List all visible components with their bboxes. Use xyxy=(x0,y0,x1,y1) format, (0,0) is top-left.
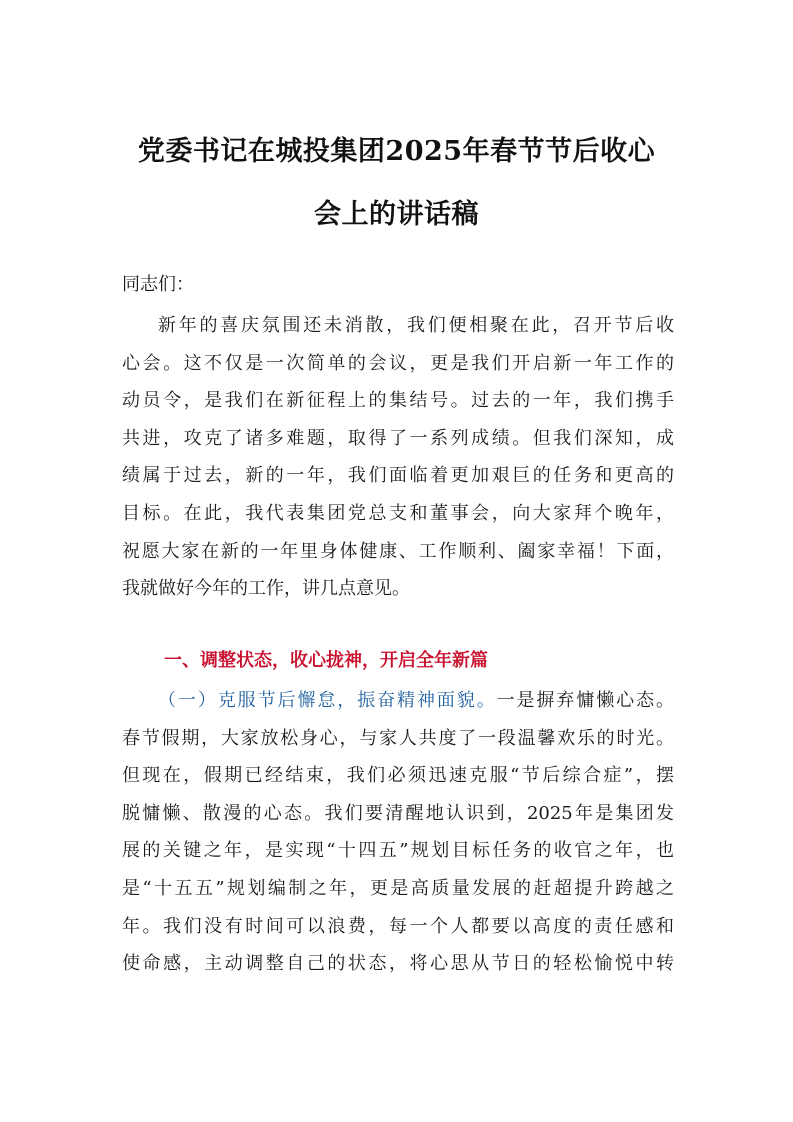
subsection-first-text: 一是摒弃慵懒心态。 xyxy=(496,690,674,711)
document-title-line-2: 会上的讲话稿 xyxy=(314,199,479,230)
intro-line: 心会。这不仅是一次简单的会议，更是我们开启新一年工作的 xyxy=(122,352,674,374)
subsection-heading: （一）克服节后懈怠，振奋精神面貌。 xyxy=(158,690,497,711)
intro-line: 目标。在此，我代表集团党总支和董事会，向大家拜个晚年， xyxy=(122,502,674,524)
intro-line: 祝愿大家在新的一年里身体健康、工作顺利、阖家幸福！下面， xyxy=(122,540,674,562)
intro-line: 动员令，是我们在新征程上的集结号。过去的一年，我们携手 xyxy=(122,390,674,412)
intro-line: 新年的喜庆氛围还未消散，我们便相聚在此，召开节后收 xyxy=(158,315,674,336)
salutation: 同志们： xyxy=(122,274,194,295)
body-line: 展的关键之年，是实现“十四五”规划目标任务的收官之年，也 xyxy=(122,840,674,862)
subsection-paragraph xyxy=(122,682,674,983)
intro-line: 我就做好今年的工作，讲几点意见。 xyxy=(122,578,410,600)
body-line: 但现在，假期已经结束，我们必须迅速克服“节后综合症”，摆 xyxy=(122,765,674,787)
body-line: 脱慵懒、散漫的心态。我们要清醒地认识到，2025年是集团发 xyxy=(122,802,674,824)
section-heading: 一、调整状态，收心拢神，开启全年新篇 xyxy=(164,650,488,671)
subsection-first-line xyxy=(122,682,674,720)
intro-line: 共进，攻克了诸多难题，取得了一系列成绩。但我们深知，成 xyxy=(122,427,674,449)
intro-paragraph xyxy=(122,307,674,608)
body-line: 是“十五五”规划编制之年，更是高质量发展的赶超提升跨越之 xyxy=(122,877,674,899)
body-line: 春节假期，大家放松身心，与家人共度了一段温馨欢乐的时光。 xyxy=(122,727,674,749)
document-title-line-1: 党委书记在城投集团2025年春节节后收心 xyxy=(137,136,656,167)
body-line: 使命感，主动调整自己的状态，将心思从节日的轻松愉悦中转 xyxy=(122,953,674,975)
intro-line: 绩属于过去，新的一年，我们面临着更加艰巨的任务和更高的 xyxy=(122,465,674,487)
body-line: 年。我们没有时间可以浪费，每一个人都要以高度的责任感和 xyxy=(122,915,674,937)
